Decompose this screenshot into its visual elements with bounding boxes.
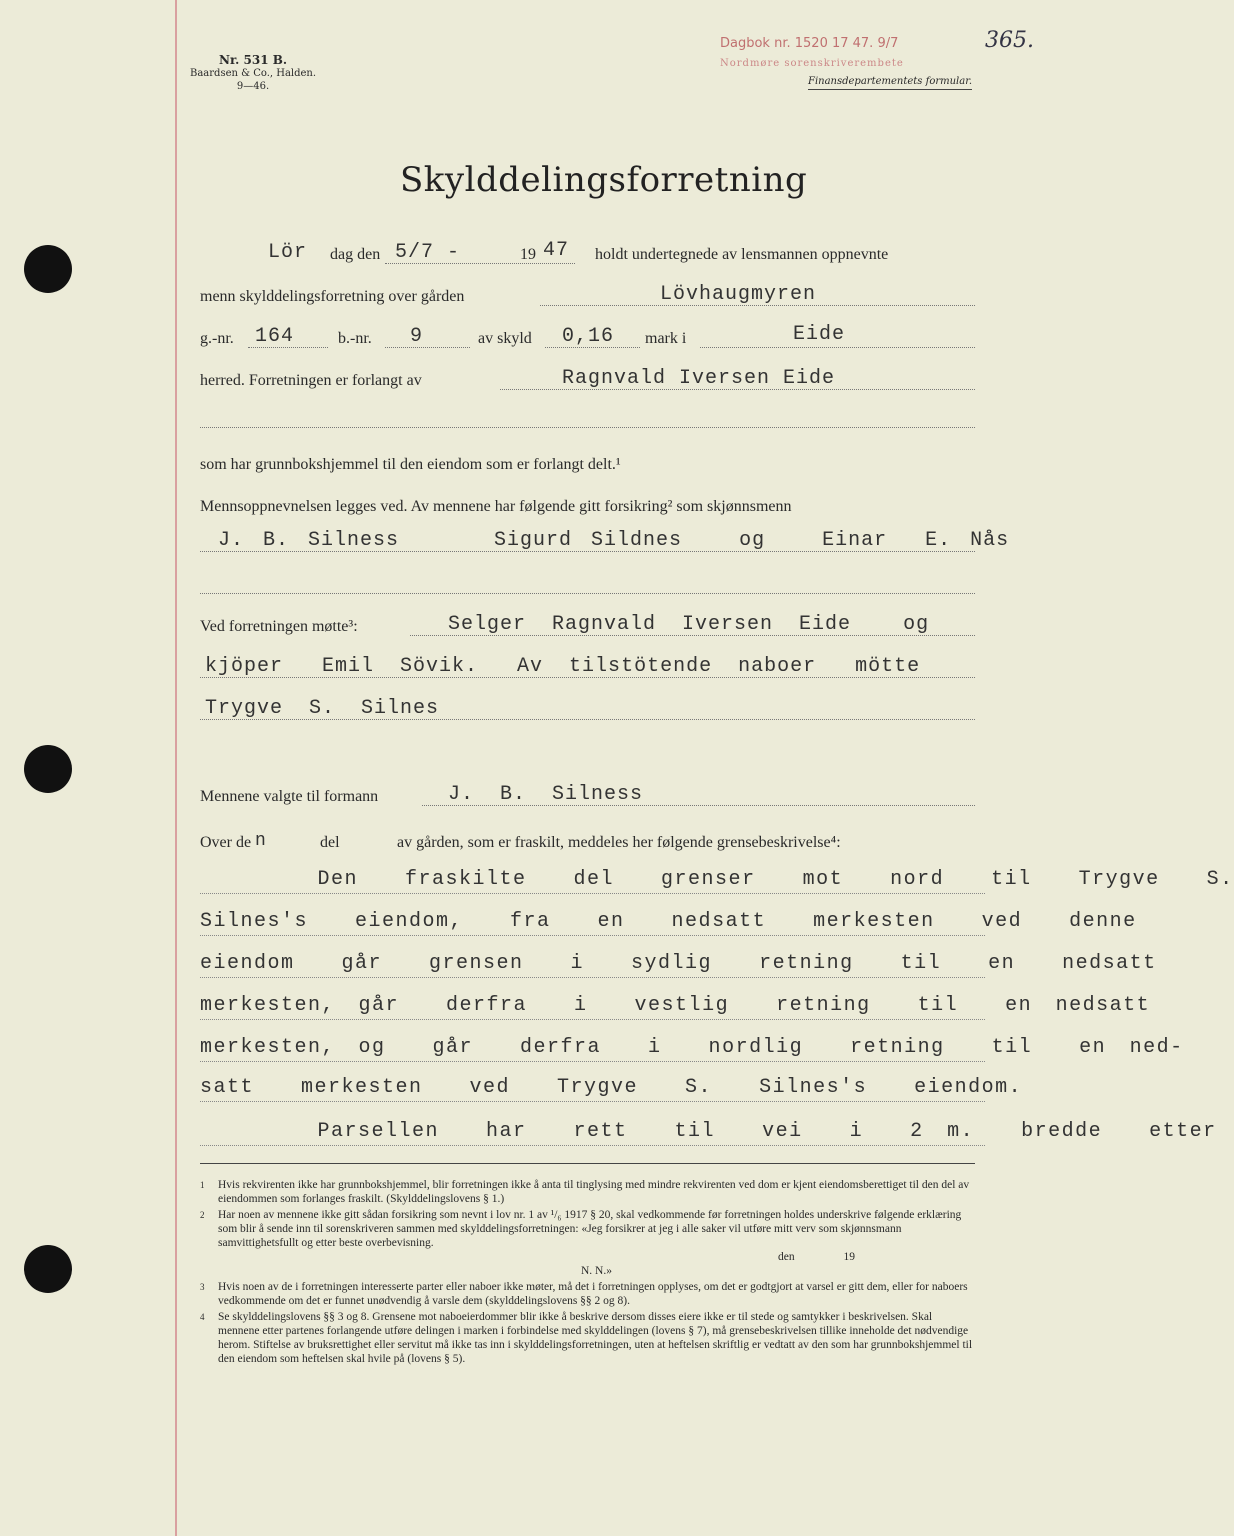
requested-label: herred. Forretningen er forlangt av <box>200 372 422 389</box>
over-row <box>200 826 975 856</box>
date-row <box>200 238 975 268</box>
year-value: 47 <box>543 239 570 262</box>
grunnbok-text: som har grunnbokshjemmel til den eiendom som er forlangt delt.¹ <box>200 456 621 473</box>
gnr-value: 164 <box>255 325 295 348</box>
farm-row <box>200 280 975 310</box>
chair-row <box>200 780 975 810</box>
attended-row-3 <box>200 694 975 724</box>
municipality-value: Eide <box>793 323 846 346</box>
attended-row-1 <box>200 610 975 640</box>
attended-value-2: kjöper Emil Sövik. Av tilstötende naboer mötte <box>205 655 921 678</box>
attended-value-3: Trygve S. Silnes <box>205 697 440 720</box>
footnote-1-text: Hvis rekvirenten ikke har grunnbokshjemmel, blir forretningen ikke å anta til tinglysing med mindre rekvirenten ved dom er kjent eiendomsberettiget til den del av eiendommen som forlanges fraskilt. (Skylddelingslovens § 1.) <box>218 1179 970 1205</box>
footnote-4 <box>200 1310 975 1366</box>
footnotes <box>200 1178 975 1368</box>
skyld-label: av skyld <box>478 330 532 347</box>
menn-text-row <box>200 490 975 520</box>
footnote-3-num: 3 <box>200 1282 205 1292</box>
description-line-1: Den fraskilte del grenser mot nord til Trygve S. <box>200 868 985 894</box>
footnote-4-num: 4 <box>200 1312 205 1322</box>
description-line-3: eiendom går grensen i sydlig retning til en nedsatt <box>200 952 985 978</box>
grunnbok-row <box>200 448 975 478</box>
over-label-c: av gården, som er fraskilt, meddeles her følgende grensebeskrivelse⁴: <box>397 834 841 851</box>
after-year-text: holdt undertegnede av lensmannen oppnevnte <box>595 246 889 263</box>
property-row <box>200 322 975 352</box>
publisher: Baardsen & Co., Halden. <box>190 68 317 79</box>
footnote-3-text: Hvis noen av de i forretningen interesserte parter eller naboer ikke møter, må det i forretningen opplyses, om det er godtgjort at varsel er gitt dem, eller for naboers vedkommende om det er funnet unødvendig å varsle dem (skylddelingslovens §§ 2 og 8). <box>218 1281 968 1307</box>
over-label-a: Over de <box>200 834 252 851</box>
municipality-dots <box>700 347 975 348</box>
farm-value: Lövhaugmyren <box>660 283 817 306</box>
form-number: Nr. 531 B. <box>218 53 288 67</box>
bnr-label: b.-nr. <box>338 330 372 347</box>
punch-hole-2 <box>24 745 72 793</box>
blank-dots-2 <box>200 593 975 594</box>
description-line-2: Silnes's eiendom, fra en nedsatt merkesten ved denne <box>200 910 985 936</box>
punch-hole-1 <box>24 245 72 293</box>
mark-label: mark i <box>645 330 687 347</box>
chair-label: Mennene valgte til formann <box>200 788 379 805</box>
menn-row <box>200 526 1010 556</box>
bnr-value: 9 <box>410 325 424 348</box>
requested-value: Ragnvald Iversen Eide <box>562 367 836 390</box>
bnr-dots <box>385 347 470 348</box>
attended-value-1: Selger Ragnvald Iversen Eide og <box>448 613 930 636</box>
requested-row <box>200 364 975 394</box>
blank-row <box>200 402 975 432</box>
attended-label: Ved forretningen møtte³: <box>200 618 358 635</box>
menn-value: J. B. Silness Sigurd Sildnes og Einar E. Nås <box>218 529 1010 552</box>
skyld-value: 0,16 <box>562 325 615 348</box>
over-handwritten-n: n <box>255 831 267 851</box>
office-stamp: Nordmøre sorenskriverembete <box>720 58 904 69</box>
diary-stamp: Dagbok nr. 1520 17 47. 9/7 <box>720 36 899 51</box>
footnote-1 <box>200 1178 975 1206</box>
footnote-2-sign: N. N.» <box>581 1265 612 1277</box>
publisher-info <box>190 54 316 93</box>
attended-row-2 <box>200 652 975 682</box>
page-number: 365. <box>985 28 1034 53</box>
punch-hole-3 <box>24 1245 72 1293</box>
form-label: Finansdepartementets formular. <box>808 76 972 90</box>
year-prefix: 19 <box>520 246 536 263</box>
day-value: Lör <box>268 241 308 264</box>
over-label-b: del <box>320 834 340 851</box>
edition: 9—46. <box>236 81 270 92</box>
description-line-7: Parsellen har rett til vei i 2 m. bredde etter <box>200 1120 985 1146</box>
blank-row-2 <box>200 568 975 598</box>
blank-dots <box>200 427 975 428</box>
farm-label: menn skylddelingsforretning over gården <box>200 288 465 305</box>
footnote-2-date: den 19 <box>778 1251 855 1263</box>
description-line-5: merkesten, og går derfra i nordlig retning til en ned- <box>200 1036 985 1062</box>
footnote-2-text: Har noen av mennene ikke gitt sådan forsikring som nevnt i lov nr. 1 av ¹/₆ 1917 § 20, skal vedkommende før forretningen holdes underskrive følgende erklæring som blir å sende inn til sorenskriveren sammen med skylddelingsforretningen: «Jeg forsikrer at jeg i alle saker vil utføre mitt verv som skjønnsmann samvittighetsfullt og etter beste overbevisning. <box>218 1209 962 1249</box>
footnote-2-num: 2 <box>200 1210 205 1220</box>
footnote-1-num: 1 <box>200 1180 205 1190</box>
footnote-rule <box>200 1163 975 1164</box>
footnote-2 <box>200 1208 975 1278</box>
margin-line <box>175 0 177 1536</box>
footnote-4-text: Se skylddelingslovens §§ 3 og 8. Grensene mot naboeierdommer blir ikke å beskrive dersom disses eiere ikke er til stede og samtykker i beskrivelsen. Skal mennene etter partenes forlangende utføre delingen i marken i forbindelse med skylddelingen (lovens § 7), må grensebeskrivelsen tillike inneholde det nødvendige herom. Stiftelse av bruksrettighet eller servitut må ikke tas inn i skylddelingsforretningen, uten at heftelsen skriftlig er vedtatt av den som har grunnbokshjemmel til den eiendom som heftelsen skal hvile på (lovens § 5). <box>218 1311 973 1365</box>
date-value: 5/7 - <box>395 241 461 264</box>
day-label: dag den <box>330 246 381 263</box>
footnote-3 <box>200 1280 975 1308</box>
document-title: Skylddelingsforretning <box>400 160 808 200</box>
menn-text: Mennsoppnevnelsen legges ved. Av mennene har følgende gitt forsikring² som skjønnsmenn <box>200 498 792 515</box>
description-line-4: merkesten, går derfra i vestlig retning til en nedsatt <box>200 994 985 1020</box>
description-line-6: satt merkesten ved Trygve S. Silnes's eiendom. <box>200 1076 985 1102</box>
gnr-label: g.-nr. <box>200 330 234 347</box>
chair-value: J. B. Silness <box>448 783 644 806</box>
